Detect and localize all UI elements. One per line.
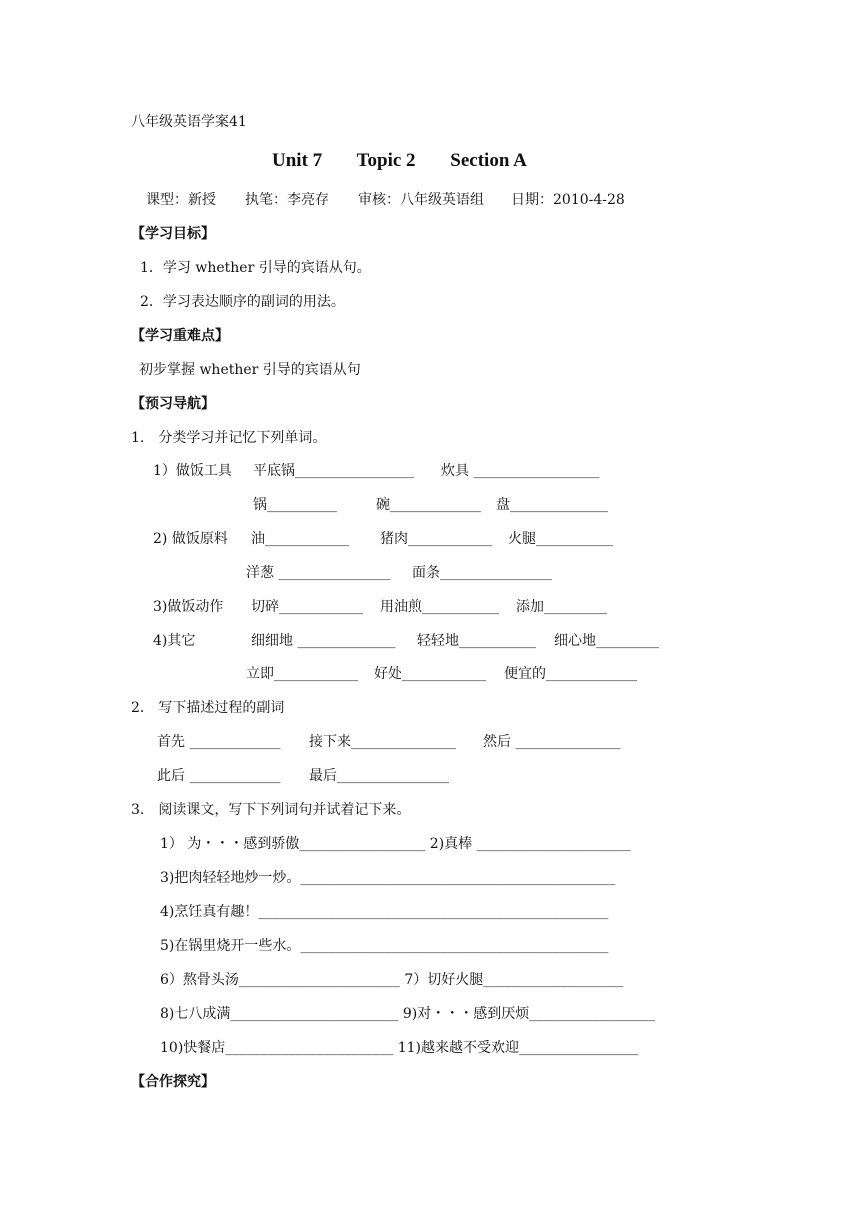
q1-row1b-item-1: 锅__________ (253, 497, 337, 513)
q1-title: 1. 分类学习并记忆下列单词。 (131, 430, 327, 446)
key-points-heading: 【学习重难点】 (131, 328, 229, 344)
q1-row4b-item-2: 好处____________ (374, 666, 486, 682)
page-title (272, 150, 527, 172)
q3-line-7: 10)快餐店________________________ 11)越来越不受欢迎_________________ (160, 1040, 639, 1056)
q3-title: 3. 阅读课文，写下下列词句并试着记下来。 (131, 802, 411, 818)
q3-line-1: 1） 为・・・感到骄傲__________________ 2)真棒 ______________________ (160, 836, 631, 852)
q1-row3-item-1: 切碎____________ (251, 599, 363, 615)
title-unit: Unit 7 (272, 150, 323, 171)
q1-row3-item-2: 用油煎___________ (380, 599, 499, 615)
q1-row1-item-1: 平底锅_________________ (253, 463, 414, 479)
q3-line-5: 6）熬骨头汤_______________________ 7）切好火腿____________________ (160, 972, 624, 988)
q3-line-3: 4)烹饪真有趣！__________________________________________________ (160, 904, 609, 920)
q1-row3-item-3: 添加_________ (516, 599, 607, 615)
title-topic: Topic 2 (356, 150, 416, 171)
q2-row2-item-1: 此后 _____________ (157, 768, 281, 784)
q1-row1b-item-3: 盘______________ (496, 497, 608, 513)
q1-row2b-item-2: 面条________________ (412, 565, 552, 581)
meta-type: 课型：新授 (146, 192, 216, 208)
q1-row2-item-3: 火腿___________ (508, 531, 613, 547)
q2-row1-item-3: 然后 _______________ (483, 734, 621, 750)
key-points-text: 初步掌握 whether 引导的宾语从句 (139, 362, 361, 378)
q2-row1-item-1: 首先 _____________ (157, 734, 281, 750)
meta-date: 日期：2010-4-28 (511, 192, 625, 208)
q1-row2b-item-1: 洋葱 ________________ (246, 565, 391, 581)
goal-item-2: 2．学习表达顺序的副词的用法。 (140, 294, 345, 310)
q1-row1b-item-2: 碗_____________ (376, 497, 481, 513)
meta-reviewer: 审核：八年级英语组 (358, 192, 484, 208)
q1-row2-label: 2) 做饭原料 (153, 531, 228, 547)
q1-row4b-item-1: 立即____________ (246, 666, 358, 682)
q2-title: 2. 写下描述过程的副词 (131, 700, 285, 716)
q1-row4-item-2: 轻轻地___________ (417, 633, 536, 649)
q3-line-4: 5)在锅里烧开一些水。____________________________________________ (160, 938, 609, 954)
q1-row1-label: 1）做饭工具 (153, 463, 232, 479)
q1-row2-item-2: 猪肉____________ (380, 531, 492, 547)
q1-row3-label: 3)做饭动作 (153, 599, 224, 615)
meta-author: 执笔：李亮存 (245, 192, 329, 208)
goal-item-1: 1．学习 whether 引导的宾语从句。 (140, 260, 371, 276)
q2-row2-item-2: 最后________________ (309, 768, 449, 784)
q1-row4-label: 4)其它 (153, 633, 196, 649)
doc-label: 八年级英语学案41 (131, 114, 247, 130)
q1-row1-item-2: 炊具 __________________ (441, 463, 600, 479)
title-section: Section A (450, 150, 527, 171)
q1-row4b-item-3: 便宜的_____________ (504, 666, 637, 682)
q1-row4-item-1: 细细地 ______________ (251, 633, 396, 649)
q3-line-2: 3)把肉轻轻地炒一炒。_____________________________________________ (160, 870, 616, 886)
preview-heading: 【预习导航】 (131, 396, 215, 412)
q3-line-6: 8)七八成满________________________ 9)对・・・感到厌烦__________________ (160, 1006, 656, 1022)
q1-row4-item-3: 细心地_________ (554, 633, 659, 649)
q1-row2-item-1: 油____________ (251, 531, 349, 547)
coop-heading: 【合作探究】 (131, 1074, 215, 1090)
q2-row1-item-2: 接下来_______________ (309, 734, 456, 750)
goals-heading: 【学习目标】 (131, 226, 215, 242)
